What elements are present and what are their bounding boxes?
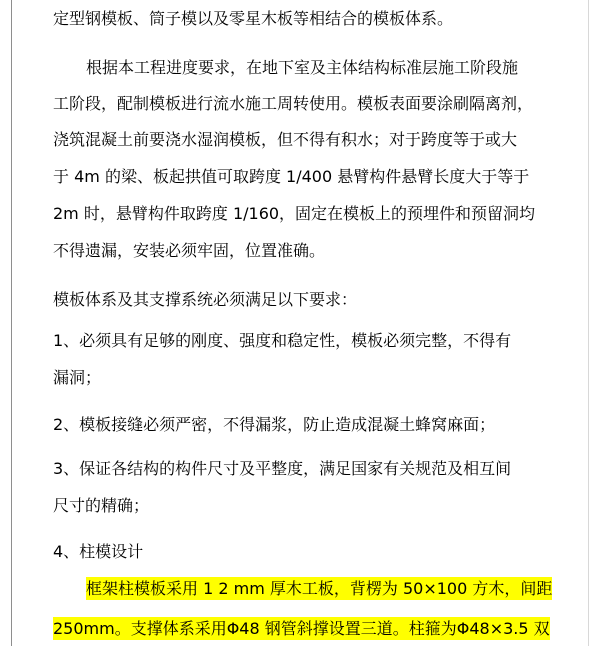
list-item-1-continued: 漏洞； [53, 368, 102, 387]
text-line: 不得遗漏，安装必须牢固，位置准确。 [53, 241, 326, 260]
highlighted-text: 框架柱模板采用 1 2 mm 厚木工板，背楞为 50×100 方木，间距 [86, 579, 553, 598]
requirements-heading: 模板体系及其支撑系统必须满足以下要求： [53, 290, 358, 309]
page-left-border [11, 0, 12, 646]
highlighted-text: 250mm。支撑体系采用Φ48 钢管斜撑设置三道。柱箍为Φ48×3.5 双 [53, 619, 550, 638]
text-line: 于 4m 的梁、板起拱值可取跨度 1/400 悬臂构件悬臂长度大于等于 [53, 167, 530, 186]
highlighted-line [53, 617, 550, 641]
list-item-1: 1、必须具有足够的刚度、强度和稳定性，模板必须完整，不得有 [53, 331, 512, 350]
highlighted-line [86, 577, 552, 601]
text-line: 工阶段，配制模板进行流水施工周转使用。模板表面要涂刷隔离剂， [53, 94, 534, 113]
paragraph-first-line: 根据本工程进度要求，在地下室及主体结构标准层施工阶段施 [86, 58, 519, 77]
text-line: 定型钢模板、筒子模以及零星木板等相结合的模板体系。 [53, 9, 454, 28]
text-line: 浇筑混凝土前要浇水湿润模板，但不得有积水；对于跨度等于或大 [53, 130, 518, 149]
section-heading-column-formwork: 4、柱模设计 [53, 542, 144, 561]
text-line: 2m 时，悬臂构件取跨度 1/160，固定在模板上的预埋件和预留洞均 [53, 204, 536, 223]
list-item-2: 2、模板接缝必须严密，不得漏浆，防止造成混凝土蜂窝麻面； [53, 415, 496, 434]
list-item-3-continued: 尺寸的精确； [53, 496, 150, 515]
list-item-3: 3、保证各结构的构件尺寸及平整度，满足国家有关规范及相互间 [53, 459, 512, 478]
page-right-border [588, 0, 589, 646]
